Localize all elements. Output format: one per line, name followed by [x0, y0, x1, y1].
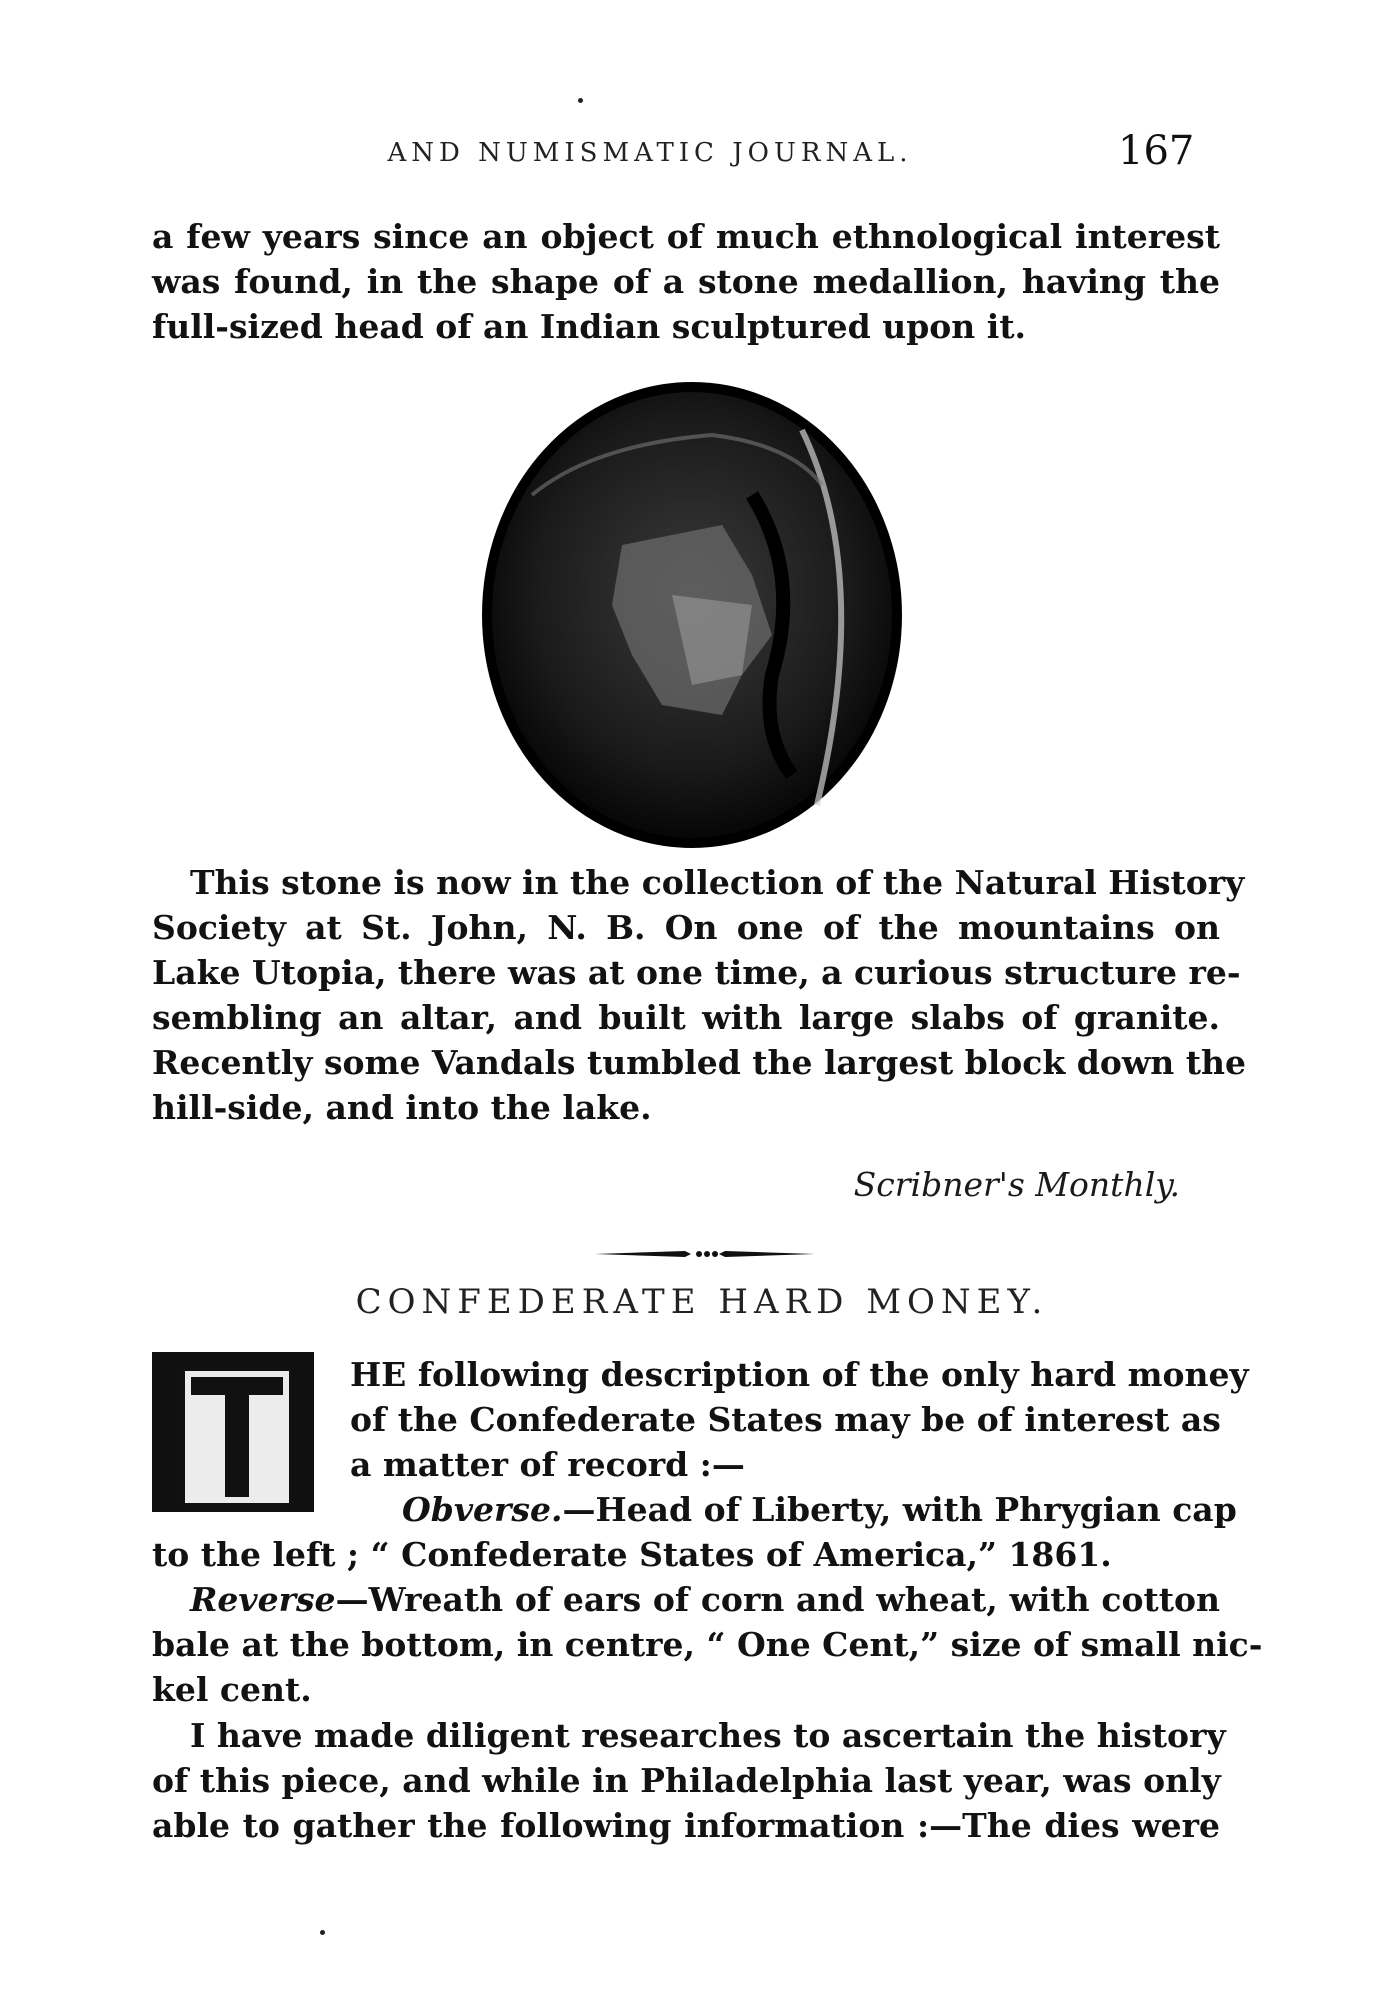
closing-paragraph	[152, 1713, 1226, 1848]
text-line: to the left ; “ Confederate States of America,” 1861.	[152, 1535, 1112, 1574]
section-title: CONFEDERATE HARD MONEY.	[355, 1282, 1049, 1322]
page-number: 167	[1118, 128, 1195, 174]
text-line: full-sized head of an Indian sculptured upon it.	[152, 307, 1027, 346]
text-line: a few years since an object of much ethnological interest	[152, 217, 1220, 256]
text-line: HE following description of the only hard money	[350, 1355, 1249, 1394]
text-line: Lake Utopia, there was at one time, a curious structure re-	[152, 953, 1241, 992]
top-dot-mark	[578, 98, 583, 103]
text-line: I have made diligent researches to ascertain the history	[190, 1716, 1226, 1755]
text-line: was found, in the shape of a stone medallion, having the	[152, 262, 1220, 301]
text-line: This stone is now in the collection of the Natural History	[190, 863, 1245, 902]
stone-medallion-image	[472, 375, 912, 855]
bottom-dot-mark	[320, 1930, 325, 1935]
text-line: kel cent.	[152, 1670, 312, 1709]
obverse-line	[152, 1487, 1237, 1532]
text-line: of the Confederate States may be of interest as	[350, 1400, 1221, 1439]
text-line: Recently some Vandals tumbled the largest block down the	[152, 1043, 1246, 1082]
text-line: a matter of record :—	[350, 1445, 745, 1484]
dropcap-letter-shape	[182, 1368, 292, 1506]
running-title: AND NUMISMATIC JOURNAL.	[387, 138, 913, 168]
attribution: Scribner's Monthly.	[853, 1165, 1180, 1204]
text-line: Society at St. John, N. B. On one of the mountains on	[152, 908, 1220, 947]
obverse-reverse-block	[152, 1487, 1263, 1712]
medallion-caption	[152, 860, 1246, 1130]
section-divider-ornament	[595, 1242, 815, 1266]
obverse-label: Obverse.	[402, 1490, 563, 1529]
text-line: able to gather the following information :—The dies were	[152, 1806, 1220, 1845]
text-line: of this piece, and while in Philadelphia last year, was only	[152, 1761, 1221, 1800]
text-line: sembling an altar, and built with large slabs of granite.	[152, 998, 1220, 1037]
text-line: hill-side, and into the lake.	[152, 1088, 652, 1127]
reverse-label: Reverse	[190, 1580, 336, 1619]
section-opening	[350, 1352, 1249, 1487]
reverse-text: —Wreath of ears of corn and wheat, with cotton	[335, 1580, 1220, 1619]
text-line: bale at the bottom, in centre, “ One Cent,” size of small nic-	[152, 1625, 1263, 1664]
reverse-line	[152, 1577, 1220, 1622]
obverse-text: —Head of Liberty, with Phrygian cap	[562, 1490, 1237, 1529]
intro-paragraph	[152, 214, 1220, 349]
